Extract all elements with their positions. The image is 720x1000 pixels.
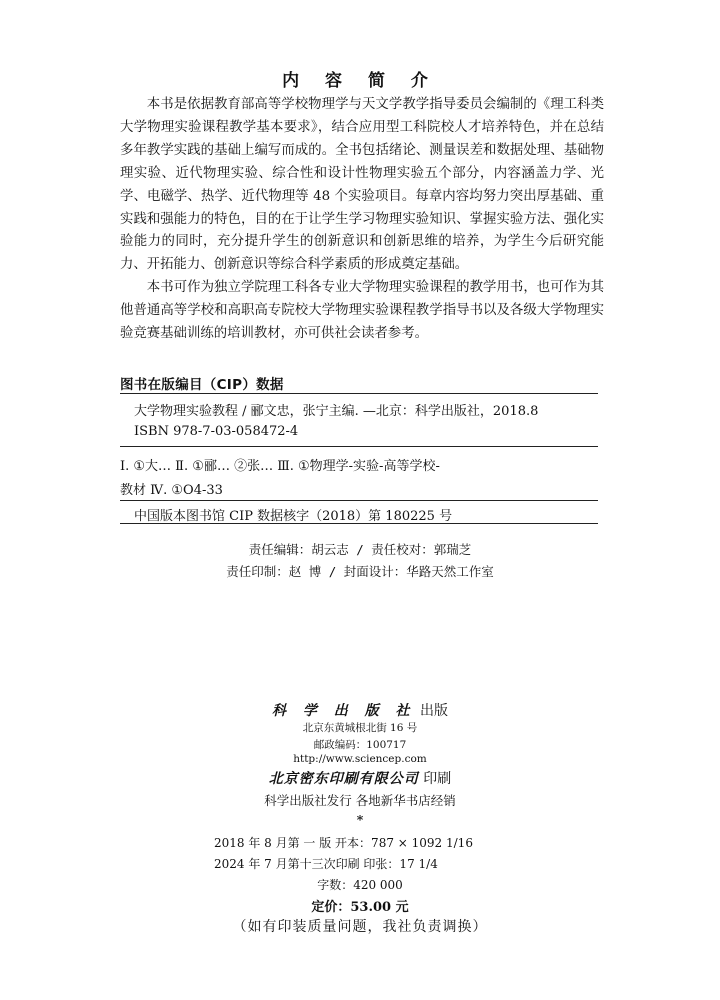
publisher-suffix: 出版 xyxy=(419,703,448,719)
cip-lower-rule xyxy=(120,500,598,501)
publisher-line xyxy=(0,700,720,720)
summary-paragraph-2: 本书可作为独立学院理工科各专业大学物理实验课程的教学用书，也可作为其他普通高等学校和高职高专院校大学物理实验课程教学指导书以及各级大学物理实验竞赛基础训练的培训教材，亦可供社会读者参考。 xyxy=(120,280,604,342)
cip-record-number: 中国版本图书馆 CIP 数据核字（2018）第 180225 号 xyxy=(134,509,453,524)
publisher-address: 北京东黄城根北街 16 号 xyxy=(302,722,418,734)
price: 定价：53.00 元 xyxy=(311,900,409,915)
quality-note: （如有印装质量问题，我社负责调换） xyxy=(232,919,488,935)
cip-heading: 图书在版编目（CIP）数据 xyxy=(120,377,284,393)
publisher-name: 科 学 出 版 社 xyxy=(272,703,416,719)
cip-bibliographic-line: 大学物理实验教程 / 郦文忠，张宁主编. —北京：科学出版社，2018.8 xyxy=(134,404,539,419)
summary-body xyxy=(120,94,604,346)
summary-heading: 内 容 简 介 xyxy=(282,71,438,91)
summary-paragraph-1: 本书是依据教育部高等学校物理学与天文学教学指导委员会编制的《理工科类大学物理实验课程教学基本要求》，结合应用型工科院校人才培养特色，并在总结多年教学实践的基础上编写而成的。全书包括绪论、测量误差和数据处理、基础物理实验、近代物理实验、综合性和设计性物理实验五个部分，内容涵盖力学、光学、电磁学、热学、近代物理等 48 个实验项目。每章内容均努力突出厚基础、重实践和强能力的特色，目的在于让学生学习物理实验知识、掌握实验方法、强化实验能力的同时，充分提升学生的创新意识和创新思维的培养，为学生今后研究能力、开拓能力、创新意识等综合科学素质的形成奠定基础。 xyxy=(120,97,604,273)
cip-top-rule xyxy=(120,393,598,394)
responsibility-printing-design: 责任印制：赵 博 / 封面设计：华路天然工作室 xyxy=(226,564,494,579)
printer-name: 北京密东印刷有限公司 xyxy=(268,771,419,787)
word-count: 字数：420 000 xyxy=(317,878,403,892)
publisher-postcode: 邮政编码：100717 xyxy=(313,739,407,751)
cip-bottom-rule xyxy=(120,523,598,524)
edition-line: 2018 年 8 月第 一 版 开本：787 × 1092 1/16 xyxy=(214,836,473,850)
separator-star: * xyxy=(356,812,364,827)
cip-isbn: ISBN 978-7-03-058472-4 xyxy=(134,424,299,439)
publisher-url: http://www.sciencep.com xyxy=(293,753,427,765)
printer-line xyxy=(0,768,720,788)
cip-classification-line-1: Ⅰ. ①大… Ⅱ. ①郦… ②张… Ⅲ. ①物理学-实验-高等学校- xyxy=(120,459,440,474)
responsibility-editors: 责任编辑：胡云志 / 责任校对：郭瑞芝 xyxy=(248,542,472,557)
distribution-line: 科学出版社发行 各地新华书店经销 xyxy=(264,793,456,808)
printer-suffix: 印刷 xyxy=(423,771,452,787)
cip-mid-rule xyxy=(120,446,598,447)
cip-classification-line-2: 教材 Ⅳ. ①O4-33 xyxy=(120,483,223,498)
printing-line: 2024 年 7 月第十三次印刷 印张：17 1/4 xyxy=(214,857,438,871)
